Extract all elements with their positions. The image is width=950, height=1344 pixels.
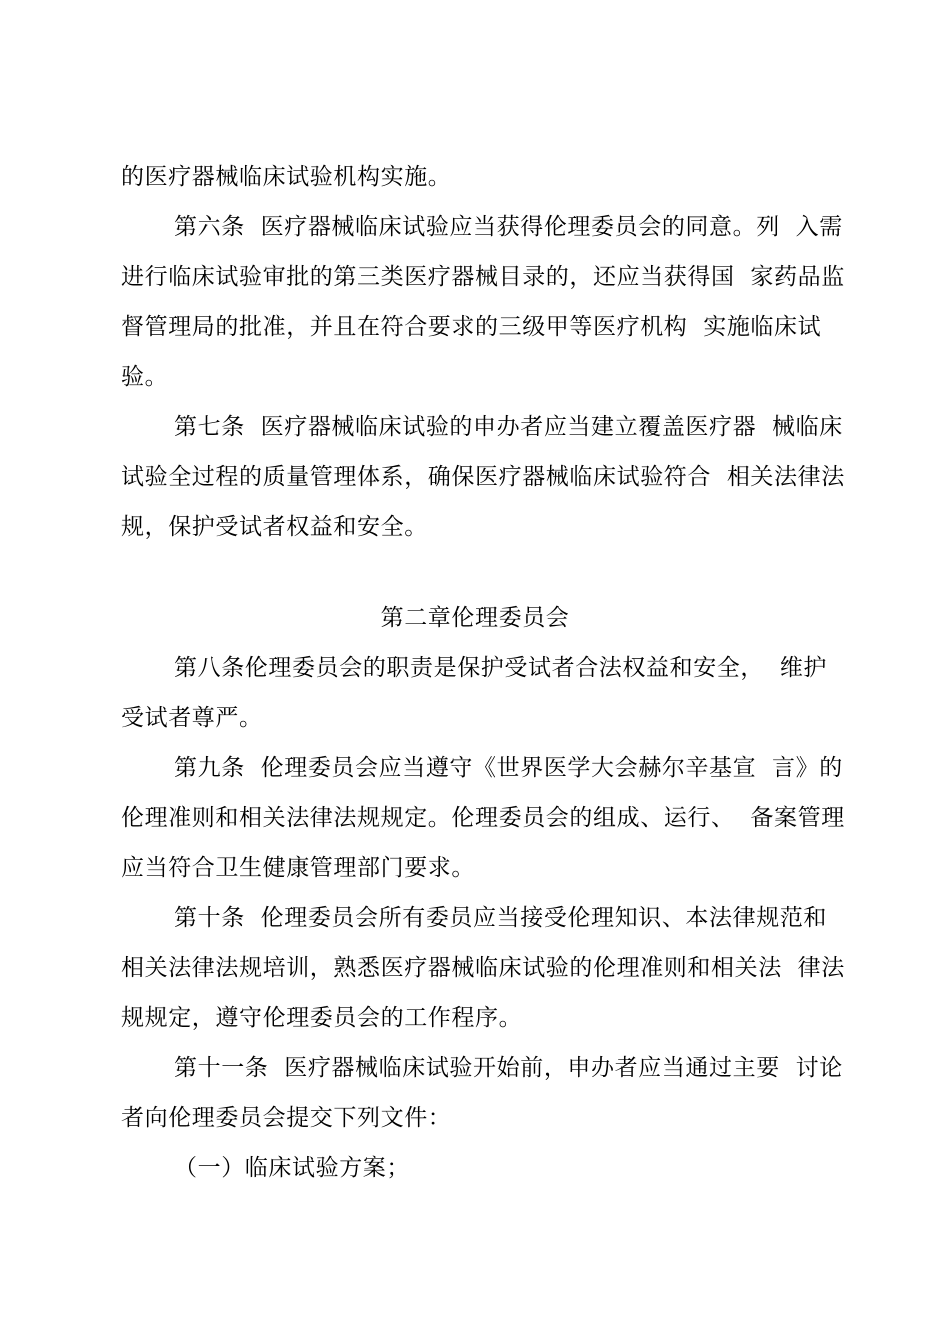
article-9-line-1: 第九条 伦理委员会应当遵守《世界医学大会赫尔辛基宣 言》的	[174, 755, 843, 781]
article-6-line-1: 第六条 医疗器械临床试验应当获得伦理委员会的同意。列 入需	[174, 214, 843, 240]
text-line-1: 的医疗器械临床试验机构实施。	[121, 164, 452, 190]
article-8-line-1: 第八条伦理委员会的职责是保护受试者合法权益和安全， 维护	[174, 655, 828, 681]
article-11-line-1: 第十一条 医疗器械临床试验开始前，申办者应当通过主要 讨论	[174, 1055, 843, 1081]
article-10-line-2: 相关法律法规培训，熟悉医疗器械临床试验的伦理准则和相关法 律法	[121, 955, 845, 981]
article-10-line-1: 第十条 伦理委员会所有委员应当接受伦理知识、本法律规范和	[174, 905, 828, 931]
article-7-line-3: 规，保护受试者权益和安全。	[121, 514, 428, 540]
article-8-line-2: 受试者尊严。	[121, 705, 263, 731]
article-11-line-2: 者向伦理委员会提交下列文件：	[121, 1105, 452, 1131]
article-10-line-3: 规规定，遵守伦理委员会的工作程序。	[121, 1005, 523, 1031]
article-9-line-2: 伦理准则和相关法律法规规定。伦理委员会的组成、运行、 备案管理	[121, 805, 845, 831]
article-9-line-3: 应当符合卫生健康管理部门要求。	[121, 855, 475, 881]
article-7-line-2: 试验全过程的质量管理体系，确保医疗器械临床试验符合 相关法律法	[121, 464, 845, 490]
article-6-line-4: 验。	[121, 364, 169, 390]
list-item-1: （一）临床试验方案；	[174, 1155, 410, 1181]
article-7-line-1: 第七条 医疗器械临床试验的申办者应当建立覆盖医疗器 械临床	[174, 414, 843, 440]
chapter-heading: 第二章伦理委员会	[380, 605, 570, 631]
article-6-line-3: 督管理局的批准，并且在符合要求的三级甲等医疗机构 实施临床试	[121, 314, 822, 340]
article-6-line-2: 进行临床试验审批的第三类医疗器械目录的，还应当获得国 家药品监	[121, 264, 845, 290]
